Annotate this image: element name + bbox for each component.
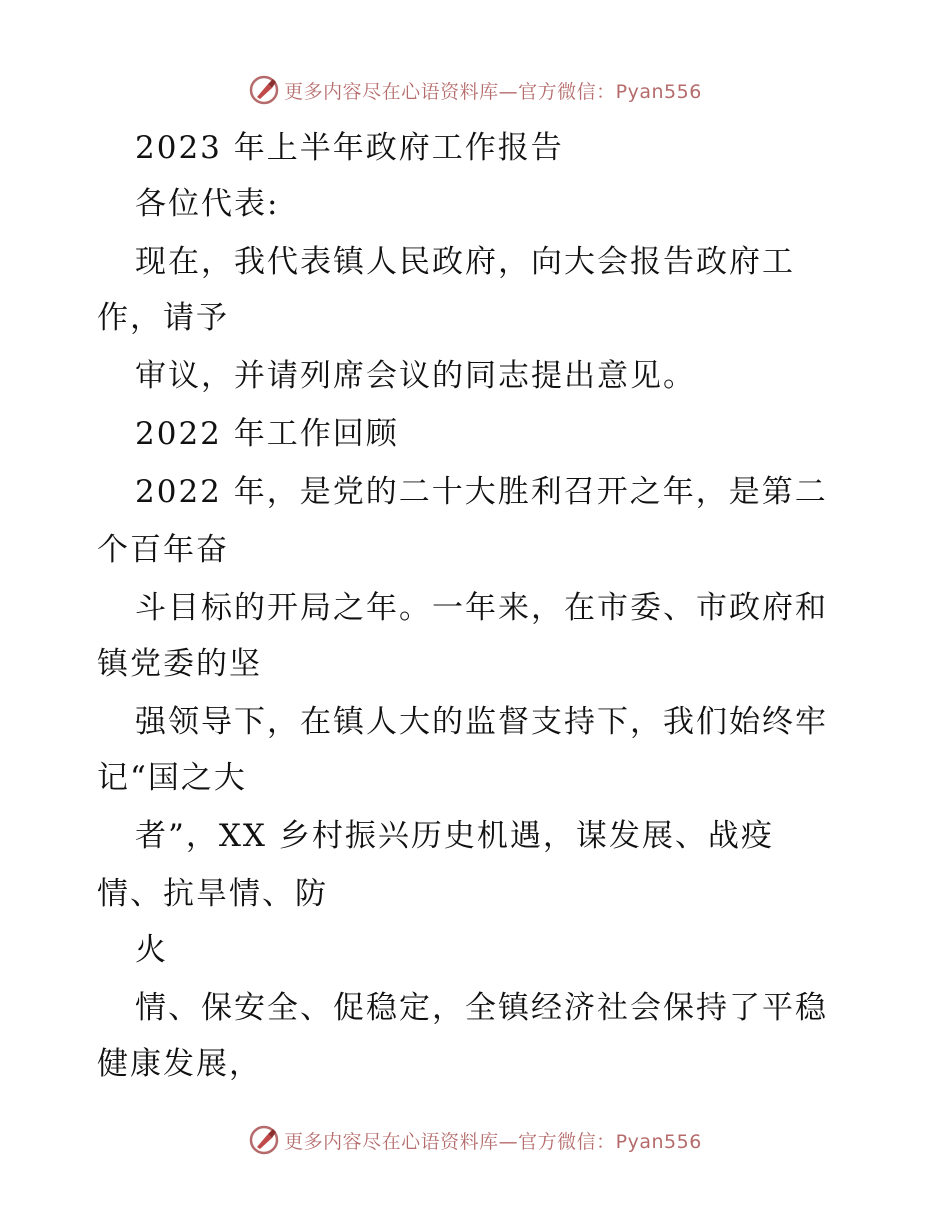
- pen-nib-circle-icon: [248, 74, 280, 106]
- section-heading: 2022 年工作回顾: [135, 416, 399, 452]
- paragraph-line: 记“国之大: [97, 760, 247, 796]
- paragraph-line: 强领导下，在镇人大的监督支持下，我们始终牢: [135, 704, 828, 740]
- salutation: 各位代表:: [135, 186, 280, 222]
- header-watermark: [0, 70, 950, 110]
- footer-watermark: [0, 1120, 950, 1160]
- paragraph-line: 者”，XX 乡村振兴历史机遇，谋发展、战疫: [135, 818, 774, 854]
- watermark-text: 更多内容尽在心语资料库—官方微信：Pyan556: [284, 80, 702, 103]
- paragraph-line: 2022 年，是党的二十大胜利召开之年，是第二: [135, 474, 828, 510]
- paragraph-line: 火: [135, 932, 168, 968]
- paragraph-line: 情、保安全、促稳定，全镇经济社会保持了平稳: [135, 990, 828, 1026]
- pen-nib-circle-icon: [248, 1124, 280, 1156]
- paragraph-line: 健康发展，: [97, 1046, 262, 1082]
- document-title: 2023 年上半年政府工作报告: [135, 130, 564, 166]
- watermark-text: 更多内容尽在心语资料库—官方微信：Pyan556: [284, 1130, 702, 1153]
- paragraph-line: 审议，并请列席会议的同志提出意见。: [135, 358, 696, 394]
- paragraph-line: 镇党委的坚: [97, 646, 262, 682]
- paragraph-line: 斗目标的开局之年。一年来，在市委、市政府和: [135, 590, 828, 626]
- paragraph-line: 作，请予: [97, 300, 229, 336]
- paragraph-line: 现在，我代表镇人民政府，向大会报告政府工: [135, 244, 795, 280]
- paragraph-line: 情、抗旱情、防: [97, 876, 328, 912]
- paragraph-line: 个百年奋: [97, 532, 229, 568]
